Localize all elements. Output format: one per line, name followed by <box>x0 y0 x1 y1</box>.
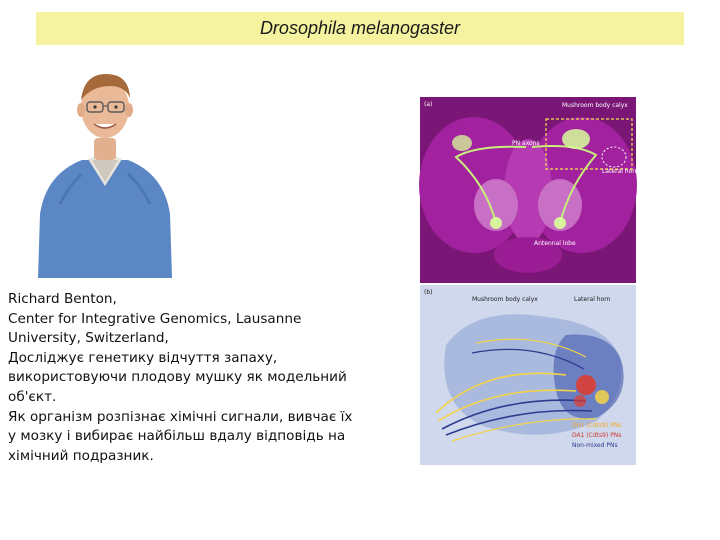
bio-line: Richard Benton, <box>8 291 117 307</box>
bio-text <box>8 290 400 466</box>
label-mushroom-a: Mushroom body calyx <box>562 102 628 109</box>
panel-b-tag: (b) <box>424 289 433 296</box>
legend-item-2: DA1 (Cdts9) PNs <box>572 432 622 439</box>
legend-item-3: Non-mixed PNs <box>572 442 618 449</box>
brain-figure <box>416 95 640 468</box>
legend-item-1: DA1 (Cdts9) PNs <box>572 422 622 429</box>
portrait-photo <box>30 64 180 278</box>
label-pn-axons: PN axons <box>512 140 540 147</box>
bio-line: хімічний подразник. <box>8 447 154 464</box>
label-lateral-horn-b: Lateral horn <box>574 296 611 303</box>
panel-b <box>420 285 636 465</box>
bio-line: Як організм розпізнає хімічні сигнали, вивчає їх <box>8 408 353 425</box>
panel-a <box>419 97 639 283</box>
bio-line: у мозку і вибирає найбільш вдалу відповідь на <box>8 428 346 445</box>
bio-line: Досліджує генетику відчуття запаху, <box>8 349 278 366</box>
page-title: Drosophila melanogaster <box>259 18 461 38</box>
bio-line: Center for Integrative Genomics, Lausanne <box>8 310 302 327</box>
panel-a-tag: (a) <box>424 101 433 108</box>
bio-line: University, Switzerland, <box>8 330 169 347</box>
label-antennal-lobe: Antennal lobe <box>534 240 576 247</box>
label-lateral-horn-a: Lateral horn <box>602 168 639 175</box>
bio-line: використовуючи плодову мушку як модельний <box>8 369 347 386</box>
bio-line: об'єкт. <box>8 388 57 405</box>
title-bar <box>36 12 684 45</box>
label-mushroom-b: Mushroom body calyx <box>472 296 538 303</box>
